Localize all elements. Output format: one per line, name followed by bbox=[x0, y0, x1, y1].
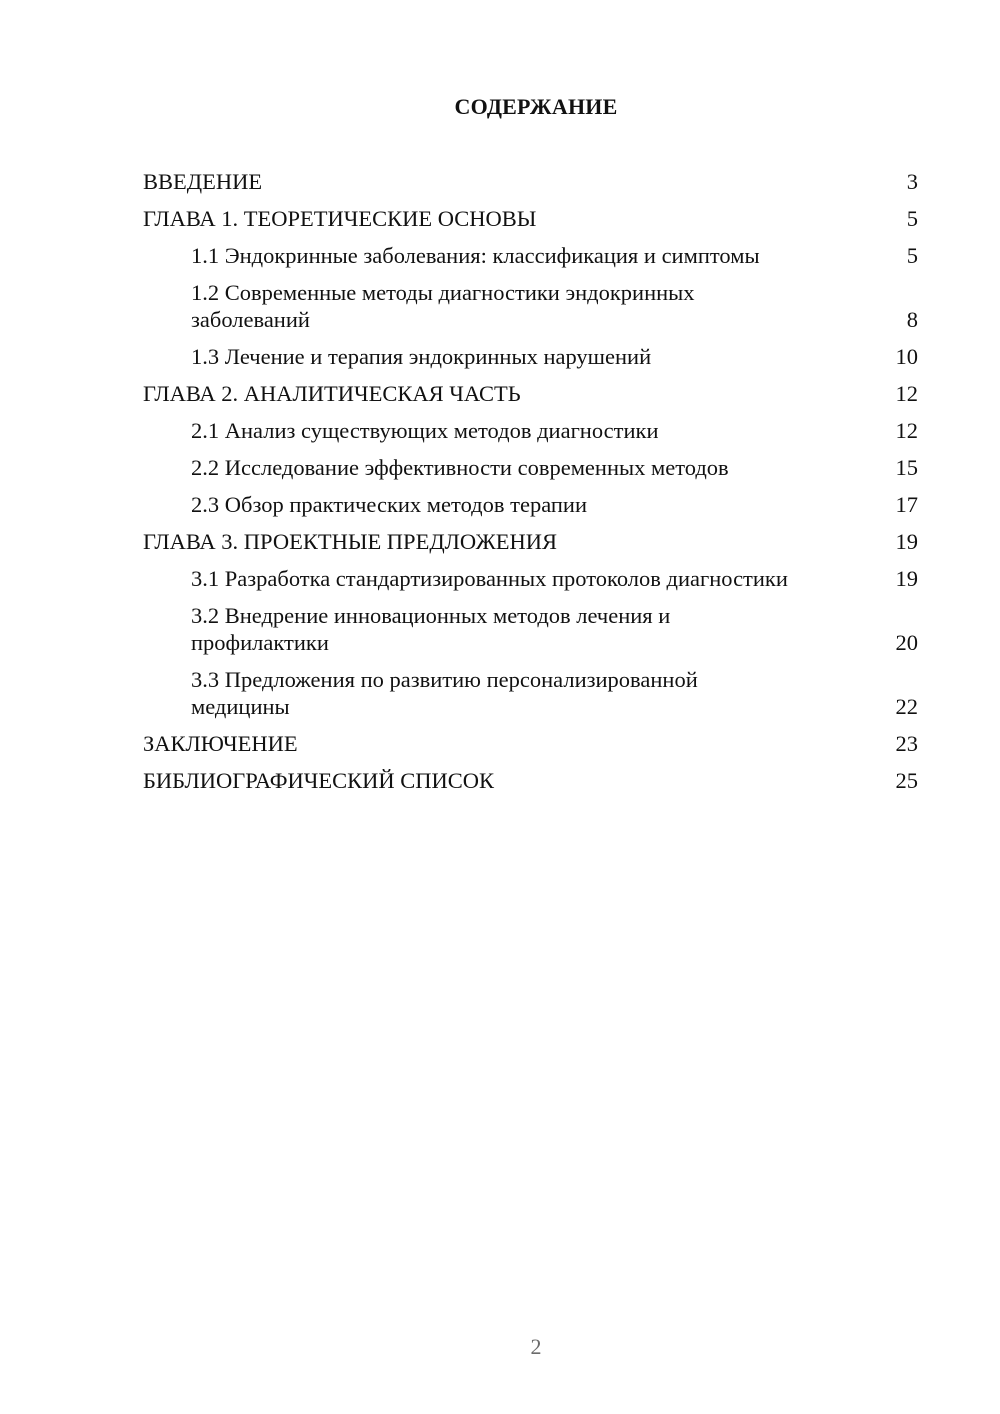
toc-entry-page: 20 bbox=[895, 630, 918, 655]
toc-entry-text: 3.3 Предложения по развитию персонализированной медицины bbox=[191, 667, 698, 719]
toc-entry-chapter-2[interactable] bbox=[143, 380, 918, 407]
toc-entry-text: ГЛАВА 2. АНАЛИТИЧЕСКАЯ ЧАСТЬ bbox=[143, 381, 521, 406]
toc-entry-page: 5 bbox=[906, 206, 918, 231]
toc-entry-page: 8 bbox=[906, 307, 918, 332]
toc-entry-text: 1.3 Лечение и терапия эндокринных нарушений bbox=[191, 344, 652, 369]
toc-entry-section-3-2[interactable] bbox=[143, 602, 918, 656]
table-of-contents bbox=[143, 168, 918, 804]
toc-entry-section-1-3[interactable] bbox=[143, 343, 918, 370]
toc-entry-page: 17 bbox=[895, 492, 918, 517]
toc-entry-text: 2.2 Исследование эффективности современных методов bbox=[191, 455, 729, 480]
toc-entry-page: 23 bbox=[895, 731, 918, 756]
toc-entry-conclusion[interactable] bbox=[143, 730, 918, 757]
toc-entry-text: 3.2 Внедрение инновационных методов лечения и профилактики bbox=[191, 603, 671, 655]
toc-entry-section-3-1[interactable] bbox=[143, 565, 918, 592]
toc-entry-chapter-1[interactable] bbox=[143, 205, 918, 232]
toc-entry-text: ВВЕДЕНИЕ bbox=[143, 169, 263, 194]
toc-entry-page: 12 bbox=[895, 381, 918, 406]
toc-entry-section-2-3[interactable] bbox=[143, 491, 918, 518]
toc-entry-chapter-3[interactable] bbox=[143, 528, 918, 555]
toc-entry-text: 3.1 Разработка стандартизированных протоколов диагностики bbox=[191, 566, 788, 591]
toc-entry-page: 19 bbox=[895, 566, 918, 591]
page-number: 2 bbox=[530, 1334, 542, 1359]
toc-entry-section-3-3[interactable] bbox=[143, 666, 918, 720]
toc-entry-page: 15 bbox=[895, 455, 918, 480]
toc-entry-text: ГЛАВА 3. ПРОЕКТНЫЕ ПРЕДЛОЖЕНИЯ bbox=[143, 529, 558, 554]
toc-entry-text: БИБЛИОГРАФИЧЕСКИЙ СПИСОК bbox=[143, 768, 495, 793]
toc-entry-text: ЗАКЛЮЧЕНИЕ bbox=[143, 731, 298, 756]
toc-entry-page: 19 bbox=[895, 529, 918, 554]
toc-title: СОДЕРЖАНИЕ bbox=[454, 94, 618, 119]
toc-entry-section-1-2[interactable] bbox=[143, 279, 918, 333]
toc-entry-text: 2.3 Обзор практических методов терапии bbox=[191, 492, 588, 517]
toc-entry-section-1-1[interactable] bbox=[143, 242, 918, 269]
toc-entry-text: 1.1 Эндокринные заболевания: классификация и симптомы bbox=[191, 243, 760, 268]
toc-entry-page: 10 bbox=[895, 344, 918, 369]
toc-entry-bibliography[interactable] bbox=[143, 767, 918, 794]
toc-entry-page: 22 bbox=[895, 694, 918, 719]
toc-entry-section-2-2[interactable] bbox=[143, 454, 918, 481]
toc-entry-page: 12 bbox=[895, 418, 918, 443]
toc-entry-page: 3 bbox=[906, 169, 918, 194]
toc-entry-text: 2.1 Анализ существующих методов диагностики bbox=[191, 418, 659, 443]
toc-entry-section-2-1[interactable] bbox=[143, 417, 918, 444]
toc-entry-page: 5 bbox=[906, 243, 918, 268]
toc-entry-page: 25 bbox=[895, 768, 918, 793]
toc-entry-text: ГЛАВА 1. ТЕОРЕТИЧЕСКИЕ ОСНОВЫ bbox=[143, 206, 537, 231]
toc-entry-text: 1.2 Современные методы диагностики эндокринных заболеваний bbox=[191, 280, 695, 332]
toc-entry-introduction[interactable] bbox=[143, 168, 918, 195]
